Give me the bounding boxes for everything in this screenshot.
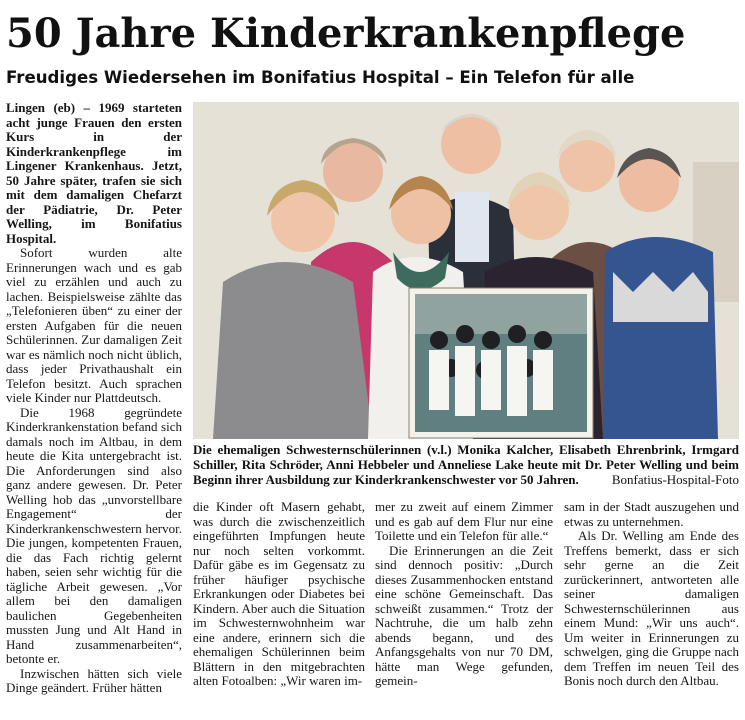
paragraph: die Kinder oft Masern gehabt, was durch die zwischenzeitlich eingeführten Impfungen heute nur noch selten vorkommt. Dafür gäbe es im Gegensatz zu früher häufiger psychische Erkrankungen oder Diabetes bei Kindern. Aber auch die Situation im Schwesternwohnheim war eine andere, erinnern sich die ehemaligen Schülerinnen beim Blättern in den mitgebrachten alten Fotoalben: „Wir waren im- — [193, 499, 365, 688]
article-column-3 — [375, 500, 553, 689]
caption-text: Die ehemaligen Schwesternschülerinnen (v.l.) Monika Kalcher, Elisabeth Ehrenbrink, Irmgard Schiller, Rita Schröder, Anni Hebbeler und Anneliese Lake heute mit Dr. Peter Welling und beim Beginn ihrer Ausbildung zur Kinderkrankenschwester vor 50 Jahren. — [193, 442, 739, 487]
paragraph: Als Dr. Welling am Ende des Treffens bemerkt, dass er sich sehr gerne an die Zeit zurückerinnert, antworteten alle seiner damaligen Schwesternschülerinnen aus einem Mund: „Wir uns auch“. Um weiter in Erinnerungen zu schwelgen, ging die Gruppe nach dem Treffen im neuen Teil des Bonis noch durch den Altbau. — [564, 528, 739, 688]
group-photo — [193, 102, 739, 439]
article-column-1 — [6, 101, 182, 696]
paragraph: Sofort wurden alte Erinnerungen wach und es gab viel zu erzählen und auch zu lachen. Beispielsweise zählte das „Telefonieren üben“ zu einer der ersten Aufgaben für die neuen Schülerinnen. Zur damaligen Zeit war es nämlich noch nicht üblich, dass jeder Privathaushalt ein Telefon besitzt. Auch sprachen viele Kinder nur Plattdeutsch. — [6, 245, 182, 405]
article-column-2 — [193, 500, 365, 689]
headline: 50 Jahre Kinderkrankenpflege — [6, 10, 686, 57]
paragraph: mer zu zweit auf einem Zimmer und es gab auf dem Flur nur eine Toilette und ein Telefon für alle.“ — [375, 499, 553, 543]
paragraph: Die 1968 gegründete Kinderkrankenstation befand sich damals noch im Altbau, in dem heute die Kita untergebracht ist. Die Anforderungen sind also ganz andere gewesen. Dr. Peter Welling hob das „unvorstellbare Engagement“ der Kinderkrankenschwestern hervor. Die jungen, kompetenten Frauen, die das Fach richtig gelernt haben, seien sehr wichtig für die tägliche Arbeit gewesen. „Vor allem bei den damaligen baulichen Gegebenheiten mussten Jung und Alt Hand in Hand zusammenarbeiten“, betonte er. — [6, 404, 182, 666]
paragraph: Inzwischen hätten sich viele Dinge geändert. Früher hätten — [6, 665, 182, 695]
group-photo-illustration — [193, 102, 739, 439]
paragraph: sam in der Stadt auszugehen und etwas zu unternehmen. — [564, 499, 739, 529]
photo-credit: Bonfatius-Hospital-Foto — [611, 472, 739, 487]
subheadline: Freudiges Wiedersehen im Bonifatius Hospital – Ein Telefon für alle — [6, 68, 635, 87]
photo-caption — [193, 442, 739, 487]
lead-paragraph: Lingen (eb) – 1969 starteten acht junge Frauen den ersten Kurs in der Kinderkrankenpflege im Lingener Krankenhaus. Jetzt, 50 Jahre später, trafen sie sich mit dem damaligen Chefarzt der Pädiatrie, Dr. Peter Welling, im Bonifatius Hospital. — [6, 100, 182, 246]
article-column-4 — [564, 500, 739, 689]
vintage-photo — [409, 288, 593, 438]
paragraph: Die Erinnerungen an die Zeit sind dennoch positiv: „Durch dieses Zusammenhocken entstand eine schöne Gemeinschaft. Das schweißt zusammen.“ Trotz der Nachtruhe, die um halb zehn abends begann, und des Anfangsgehalts von nur 70 DM, hätte man Wege gefunden, gemein- — [375, 542, 553, 688]
